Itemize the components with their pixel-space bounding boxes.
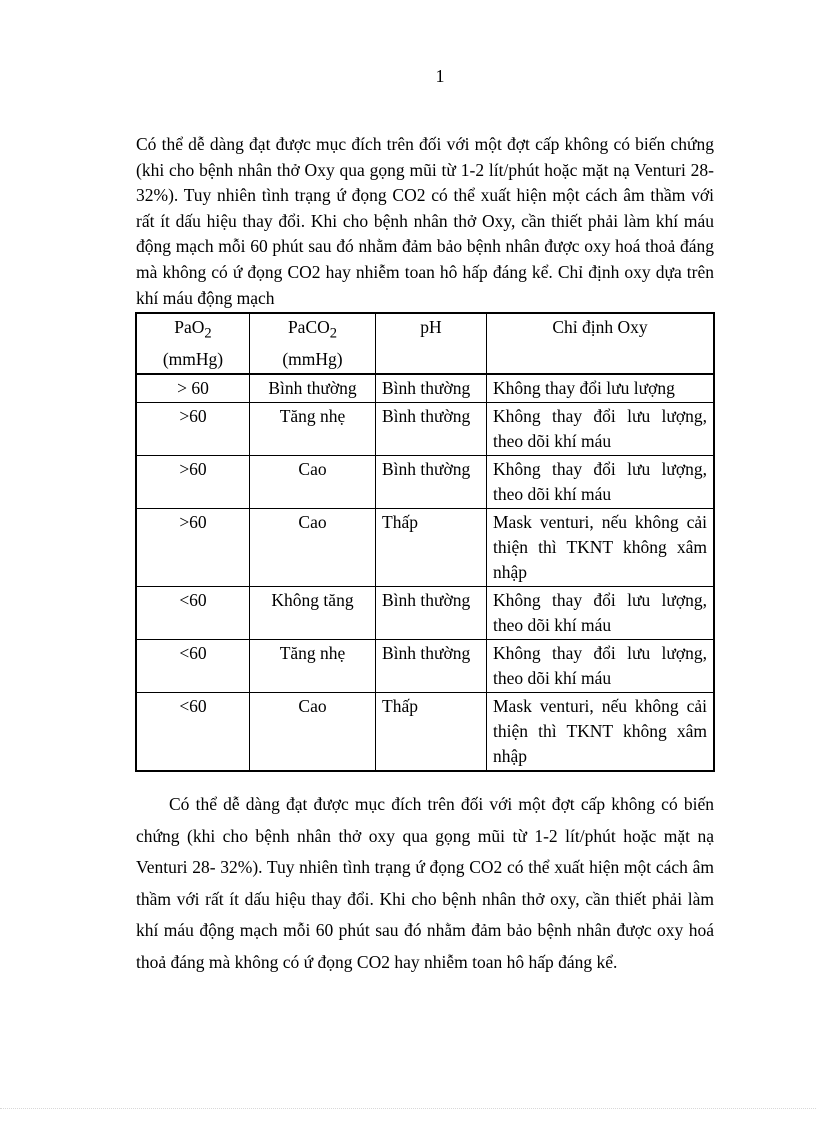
cell-pao2: >60 bbox=[136, 508, 250, 586]
cell-ph: Bình thường bbox=[376, 402, 487, 455]
header-pao2-label: PaO bbox=[174, 317, 205, 337]
cell-pao2: <60 bbox=[136, 586, 250, 639]
cell-pao2: <60 bbox=[136, 639, 250, 692]
cell-oxy: Không thay đổi lưu lượng, theo dõi khí máu bbox=[487, 586, 715, 639]
intro-paragraph: Có thể dễ dàng đạt được mục đích trên đối với một đợt cấp không có biến chứng (khi cho bệnh nhân thở Oxy qua gọng mũi từ 1-2 lít/phút hoặc mặt nạ Venturi 28- 32%). Tuy nhiên tình trạng ứ đọng CO2 có thể xuất hiện một cách âm thầm với rất ít dấu hiệu thay đổi. Khi cho bệnh nhân thở Oxy, cần thiết phải làm khí máu động mạch mỗi 60 phút sau đó nhằm đảm bảo bệnh nhân được oxy hoá thoả đáng mà không có ứ đọng CO2 hay nhiễm toan hô hấp đáng kể. Chỉ định oxy dựa trên khí máu động mạch bbox=[136, 134, 714, 308]
cell-paco2: Tăng nhẹ bbox=[250, 639, 376, 692]
closing-paragraph: Có thể dễ dàng đạt được mục đích trên đối với một đợt cấp không có biến chứng (khi cho bệnh nhân thở oxy qua gọng mũi từ 1-2 lít/phút hoặc mặt nạ Venturi 28- 32%). Tuy nhiên tình trạng ứ đọng CO2 có thể xuất hiện một cách âm thầm với rất ít dấu hiệu thay đổi. Khi cho bệnh nhân thở oxy, cần thiết phải làm khí máu động mạch mỗi 60 phút sau đó nhằm đảm bảo bệnh nhân được oxy hoá thoả đáng mà không có ứ đọng CO2 hay nhiễm toan hô hấp đáng kể. bbox=[136, 794, 714, 972]
cell-pao2: >60 bbox=[136, 455, 250, 508]
cell-oxy: Không thay đổi lưu lượng bbox=[487, 374, 715, 403]
page-number: 1 bbox=[435, 66, 445, 86]
cell-pao2: >60 bbox=[136, 402, 250, 455]
header-paco2-subscript: 2 bbox=[329, 325, 338, 342]
header-oxy-indication: Chỉ định Oxy bbox=[487, 313, 715, 374]
cell-paco2: Cao bbox=[250, 508, 376, 586]
cell-ph: Thấp bbox=[376, 692, 487, 771]
table-row bbox=[136, 508, 714, 586]
header-pao2-unit: (mmHg) bbox=[162, 348, 224, 369]
cell-paco2: Bình thường bbox=[250, 374, 376, 403]
table-row bbox=[136, 639, 714, 692]
table-row bbox=[136, 455, 714, 508]
table-row bbox=[136, 586, 714, 639]
table-row bbox=[136, 374, 714, 403]
header-pao2-subscript: 2 bbox=[204, 325, 212, 342]
header-paco2-unit: (mmHg) bbox=[282, 348, 343, 369]
cell-pao2: > 60 bbox=[136, 374, 250, 403]
header-paco2-label: PaCO bbox=[287, 317, 330, 337]
header-ph: pH bbox=[376, 313, 487, 374]
table-header-row bbox=[136, 313, 714, 374]
page-bottom-dotted-rule bbox=[0, 1108, 816, 1109]
cell-paco2: Cao bbox=[250, 455, 376, 508]
cell-paco2: Tăng nhẹ bbox=[250, 402, 376, 455]
cell-oxy: Không thay đổi lưu lượng, theo dõi khí máu bbox=[487, 639, 715, 692]
cell-ph: Bình thường bbox=[376, 639, 487, 692]
cell-oxy: Không thay đổi lưu lượng, theo dõi khí máu bbox=[487, 402, 715, 455]
cell-paco2: Cao bbox=[250, 692, 376, 771]
cell-ph: Thấp bbox=[376, 508, 487, 586]
header-pao2 bbox=[136, 313, 250, 374]
oxygen-indication-table bbox=[135, 312, 715, 772]
cell-ph: Bình thường bbox=[376, 586, 487, 639]
cell-oxy: Mask venturi, nếu không cải thiện thì TKNT không xâm nhập bbox=[487, 692, 715, 771]
table-row bbox=[136, 402, 714, 455]
cell-paco2: Không tăng bbox=[250, 586, 376, 639]
cell-oxy: Không thay đổi lưu lượng, theo dõi khí máu bbox=[487, 455, 715, 508]
cell-ph: Bình thường bbox=[376, 455, 487, 508]
cell-ph: Bình thường bbox=[376, 374, 487, 403]
header-paco2 bbox=[250, 313, 376, 374]
cell-pao2: <60 bbox=[136, 692, 250, 771]
cell-oxy: Mask venturi, nếu không cải thiện thì TKNT không xâm nhập bbox=[487, 508, 715, 586]
table-row bbox=[136, 692, 714, 771]
